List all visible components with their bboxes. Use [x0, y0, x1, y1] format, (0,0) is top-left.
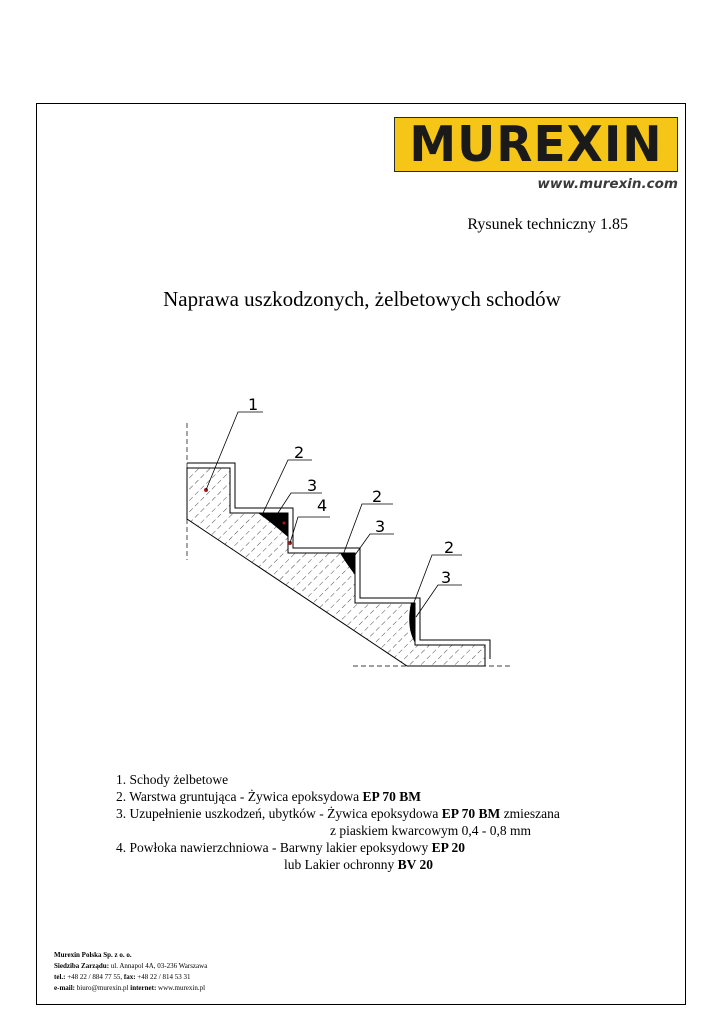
page-title: Naprawa uszkodzonych, żelbetowych schodów: [163, 287, 561, 311]
label-2b: 2: [372, 487, 383, 506]
legend-item-3: [116, 805, 560, 822]
legend-item-4-cont-text: lub Lakier ochronny: [284, 857, 398, 872]
legend-item-2-text: 2. Warstwa gruntująca - Żywica epoksydowa: [116, 789, 363, 804]
footer-hq-label: Siedziba Zarządu:: [54, 962, 110, 970]
label-3b: 3: [375, 517, 386, 536]
footer-tel-label: tel.:: [54, 973, 66, 981]
stairs-technical-drawing: [170, 395, 520, 680]
legend-item-3-continuation: z piaskiem kwarcowym 0,4 - 0,8 mm: [330, 823, 531, 838]
footer-hq-value: ul. Annapol 4A, 03-236 Warszawa: [109, 962, 208, 970]
label-3c: 3: [441, 568, 452, 587]
footer-fax-value: +48 22 / 814 53 31: [135, 973, 191, 981]
label-1: 1: [248, 395, 259, 414]
logo-text: MUREXIN: [409, 115, 663, 174]
legend-item-4-text: 4. Powłoka nawierzchniowa - Barwny lakier epoksydowy: [116, 840, 432, 855]
footer-internet-value: www.murexin.pl: [156, 984, 206, 992]
footer-contact: [54, 950, 207, 994]
leader-line-3c: [416, 585, 462, 617]
legend-item-4-product: EP 20: [431, 840, 466, 855]
legend-item-3-tail: zmieszana: [500, 806, 560, 821]
document-number: Rysunek techniczny 1.85: [467, 216, 628, 233]
logo-url: www.murexin.com: [537, 176, 678, 192]
footer-internet-label: internet:: [130, 984, 157, 992]
primer-dot-3: [283, 522, 286, 525]
murexin-logo: [394, 117, 678, 172]
leader-line-2a: [263, 460, 312, 513]
footer-company: Murexin Polska Sp. z o. o.: [54, 951, 132, 959]
legend: [116, 771, 560, 873]
legend-item-3-product: EP 70 BM: [441, 806, 501, 821]
leader-line-2b: [343, 504, 393, 555]
legend-item-4-continuation: [116, 856, 560, 873]
label-2c: 2: [444, 538, 455, 557]
legend-item-2-product: EP 70 BM: [362, 789, 421, 804]
footer-email-value: biuro@murexin.pl: [75, 984, 131, 992]
legend-item-4-cont-product: BV 20: [397, 857, 433, 872]
legend-item-2: [116, 788, 560, 805]
concrete-stair-body: [187, 468, 485, 666]
footer-fax-label: fax:: [123, 973, 136, 981]
footer-tel-value: +48 22 / 884 77 55,: [65, 973, 124, 981]
label-4: 4: [317, 496, 328, 515]
label-2a: 2: [294, 443, 305, 462]
leader-line-4: [290, 517, 330, 543]
legend-item-3-text: 3. Uzupełnienie uszkodzeń, ubytków - Żywica epoksydowa: [116, 806, 442, 821]
legend-item-4: [116, 839, 560, 856]
legend-item-1: 1. Schody żelbetowe: [116, 772, 229, 787]
label-3a: 3: [307, 476, 318, 495]
footer-email-label: e-mail:: [54, 984, 75, 992]
